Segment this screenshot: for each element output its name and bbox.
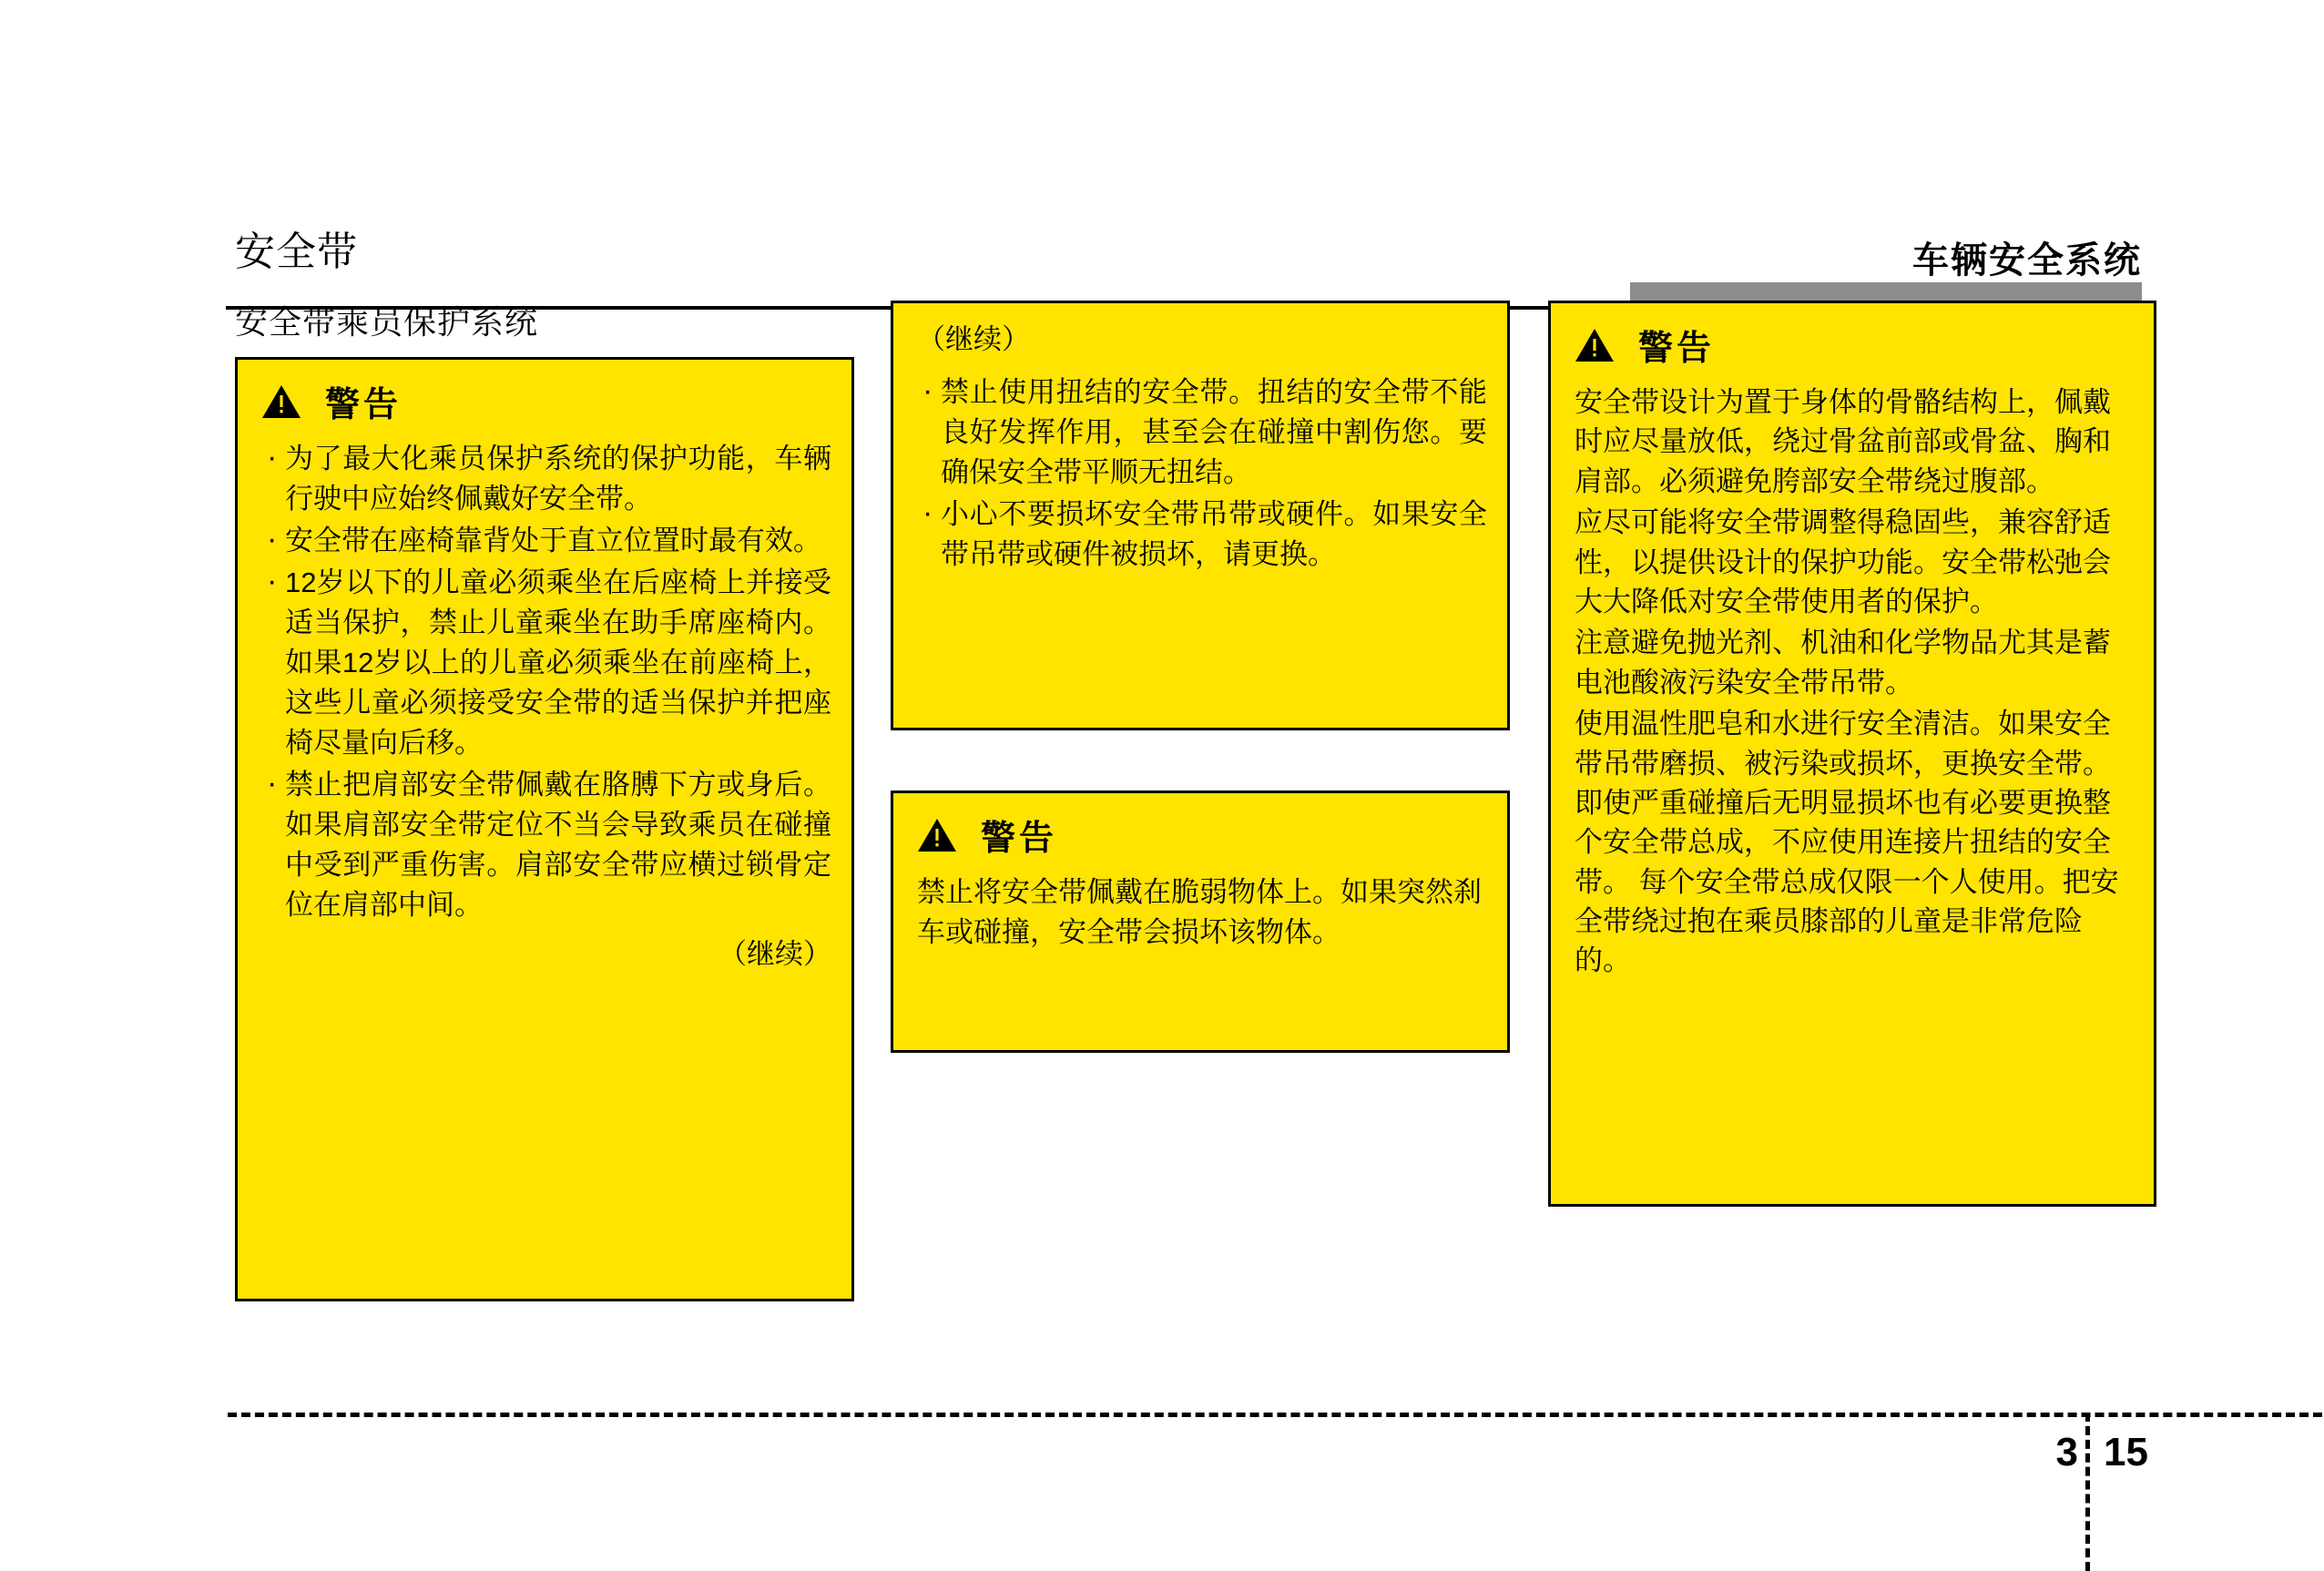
warning-body [917, 872, 1487, 953]
warning-label: 警告 [1638, 330, 1716, 368]
warning-triangle-icon [917, 817, 957, 853]
warning-body [917, 320, 1487, 575]
list-item: · 为了最大化乘员保护系统的保护功能，车辆行驶中应始终佩戴好安全带。 [261, 439, 831, 519]
list-item: · 禁止把肩部安全带佩戴在胳膊下方或身后。如果肩部安全带定位不当会导致乘员在碰撞中受到严重伤害。肩部安全带应横过锁骨定位在肩部中间。 [261, 765, 831, 925]
warning-header [1575, 320, 2134, 370]
warning-bullet-list [261, 439, 831, 925]
page-number: 3 [2055, 1430, 2078, 1474]
warning-label: 警告 [981, 820, 1058, 858]
warning-box-4 [1548, 301, 2156, 1207]
list-item: · 安全带在座椅靠背处于直立位置时最有效。 [261, 521, 831, 561]
footer-divider [228, 1413, 2322, 1417]
header-title: 车辆安全系统 [1912, 240, 2142, 281]
warning-triangle-icon [1575, 327, 1615, 363]
continued-marker: （继续） [719, 938, 831, 971]
footer-vertical-divider [2085, 1413, 2090, 1571]
warning-paragraph: 安全带设计为置于身体的骨骼结构上，佩戴时应尽量放低，绕过骨盆前部或骨盆、胸和肩部。必须避免胯部安全带绕过腹部。 [1575, 386, 2111, 497]
warning-header [917, 810, 1487, 860]
chapter-number: 15 [2104, 1430, 2148, 1474]
warning-label: 警告 [325, 386, 403, 424]
warning-body [261, 439, 831, 974]
section-title: 安全带 [235, 230, 358, 274]
warning-box-2 [891, 301, 1510, 730]
list-item: · 小心不要损坏安全带吊带或硬件。如果安全带吊带或硬件被损坏，请更换。 [917, 495, 1487, 575]
warning-paragraph: 应尽可能将安全带调整得稳固些，兼容舒适性，以提供设计的保护功能。安全带松弛会大大降低对安全带使用者的保护。 [1575, 506, 2111, 617]
warning-triangle-icon [261, 383, 301, 420]
warning-paragraph: 使用温性肥皂和水进行安全清洁。如果安全带吊带磨损、被污染或损坏，更换安全带。即使严重碰撞后无明显损坏也有必要更换整个安全带总成，不应使用连接片扭结的安全带。 每个安全带总成仅限一个人使用。把安全带绕过抱在乘员膝部的儿童是非常危险的。 [1575, 708, 2119, 977]
warning-paragraph: 禁止将安全带佩戴在脆弱物体上。如果突然刹车或碰撞，安全带会损坏该物体。 [917, 876, 1482, 949]
warning-box-3 [891, 791, 1510, 1053]
warning-header [261, 376, 831, 426]
section-subtitle: 安全带乘员保护系统 [235, 303, 539, 341]
continued-marker: （继续） [917, 323, 1030, 355]
warning-paragraph: 注意避免抛光剂、机油和化学物品尤其是蓄电池酸液污染安全带吊带。 [1575, 627, 2111, 699]
list-item: · 禁止使用扭结的安全带。扭结的安全带不能良好发挥作用，甚至会在碰撞中割伤您。要确保安全带平顺无扭结。 [917, 372, 1487, 493]
warning-box-1 [235, 357, 854, 1301]
warning-bullet-list [917, 372, 1487, 575]
list-item: · 12岁以下的儿童必须乘坐在后座椅上并接受适当保护，禁止儿童乘坐在助手席座椅内。如果12岁以上的儿童必须乘坐在前座椅上，这些儿童必须接受安全带的适当保护并把座椅尽量向后移。 [261, 563, 831, 763]
warning-body [1575, 383, 2134, 981]
header-grey-bar [1630, 282, 2142, 302]
